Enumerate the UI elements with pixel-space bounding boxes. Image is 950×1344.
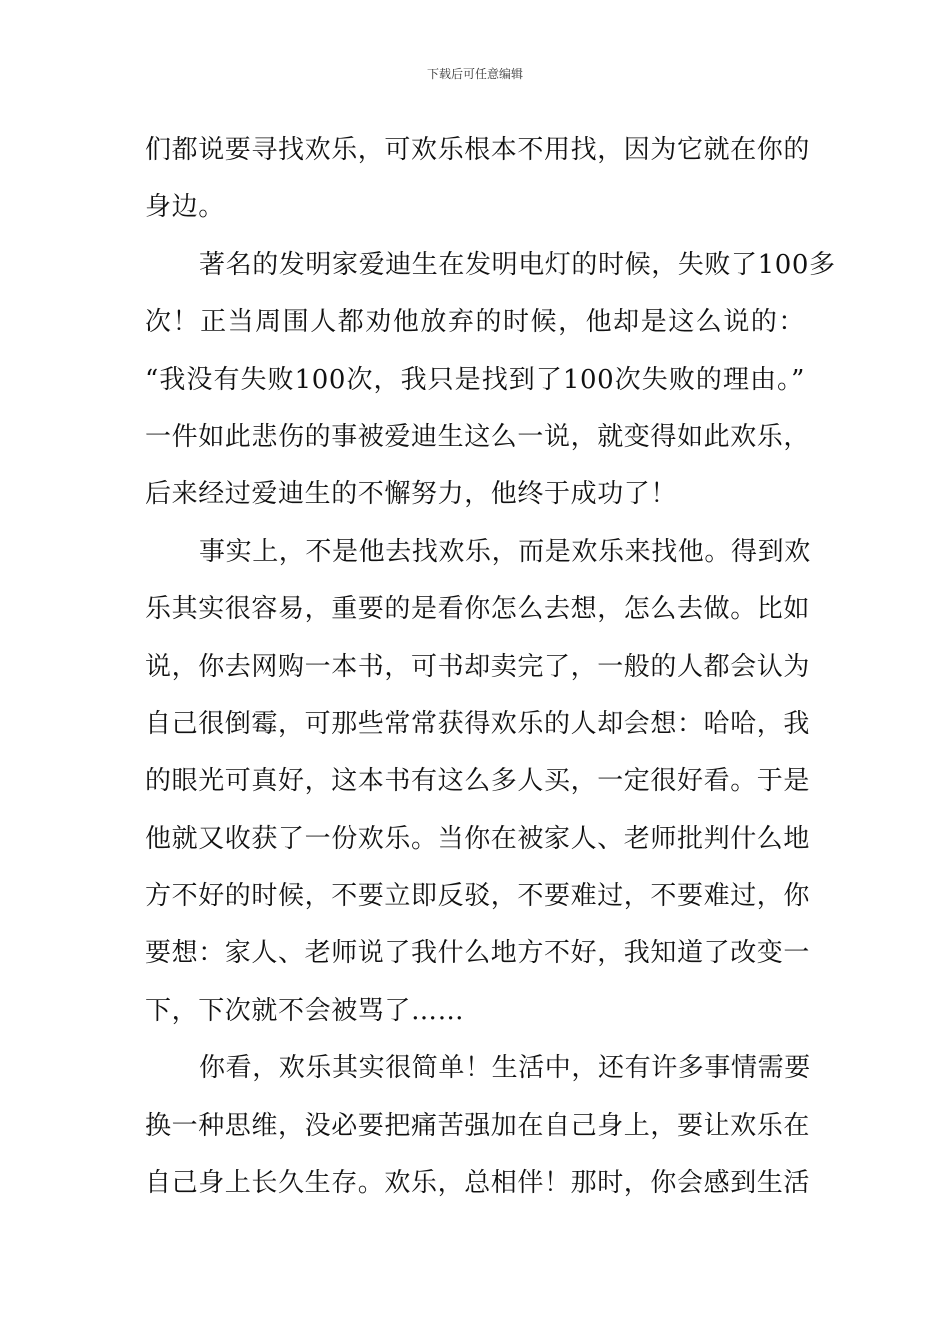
document-body (145, 122, 836, 1212)
paragraph-line: 要想：家人、老师说了我什么地方不好，我知道了改变一 (145, 938, 811, 969)
paragraph-line: 他就又收获了一份欢乐。当你在被家人、老师批判什么地 (145, 823, 811, 854)
paragraph-line: 自己很倒霉，可那些常常获得欢乐的人却会想：哈哈，我 (145, 708, 811, 739)
paragraph-line: 著名的发明家爱迪生在发明电灯的时候，失败了100多 (199, 249, 836, 280)
page-header: 下载后可任意编辑 (426, 67, 523, 81)
paragraph-line: 一件如此悲伤的事被爱迪生这么一说，就变得如此欢乐， (145, 421, 811, 452)
paragraph-line: 的眼光可真好，这本书有这么多人买，一定很好看。于是 (145, 766, 811, 797)
paragraph-line: 说，你去网购一本书，可书却卖完了，一般的人都会认为 (145, 651, 811, 682)
paragraph-line: 后来经过爱迪生的不懈努力，他终于成功了！ (145, 479, 678, 510)
paragraph-line: 次！正当周围人都劝他放弃的时候，他却是这么说的： (145, 307, 805, 338)
paragraph-line: 方不好的时候，不要立即反驳，不要难过，不要难过，你 (145, 881, 811, 912)
paragraph-line: “我没有失败100次，我只是找到了100次失败的理由。” (145, 364, 805, 395)
paragraph-line: 乐其实很容易，重要的是看你怎么去想，怎么去做。比如 (145, 594, 811, 625)
paragraph-line: 你看，欢乐其实很简单！生活中，还有许多事情需要 (199, 1053, 811, 1084)
paragraph-line: 们都说要寻找欢乐，可欢乐根本不用找，因为它就在你的 (145, 135, 811, 165)
paragraph-line: 身边。 (145, 192, 225, 223)
paragraph-line: 下，下次就不会被骂了…… (145, 995, 465, 1026)
paragraph-line: 事实上，不是他去找欢乐，而是欢乐来找他。得到欢 (199, 536, 811, 567)
paragraph-line: 自己身上长久生存。欢乐，总相伴！那时，你会感到生活 (145, 1168, 811, 1199)
paragraph-line: 换一种思维，没必要把痛苦强加在自己身上，要让欢乐在 (145, 1110, 811, 1141)
